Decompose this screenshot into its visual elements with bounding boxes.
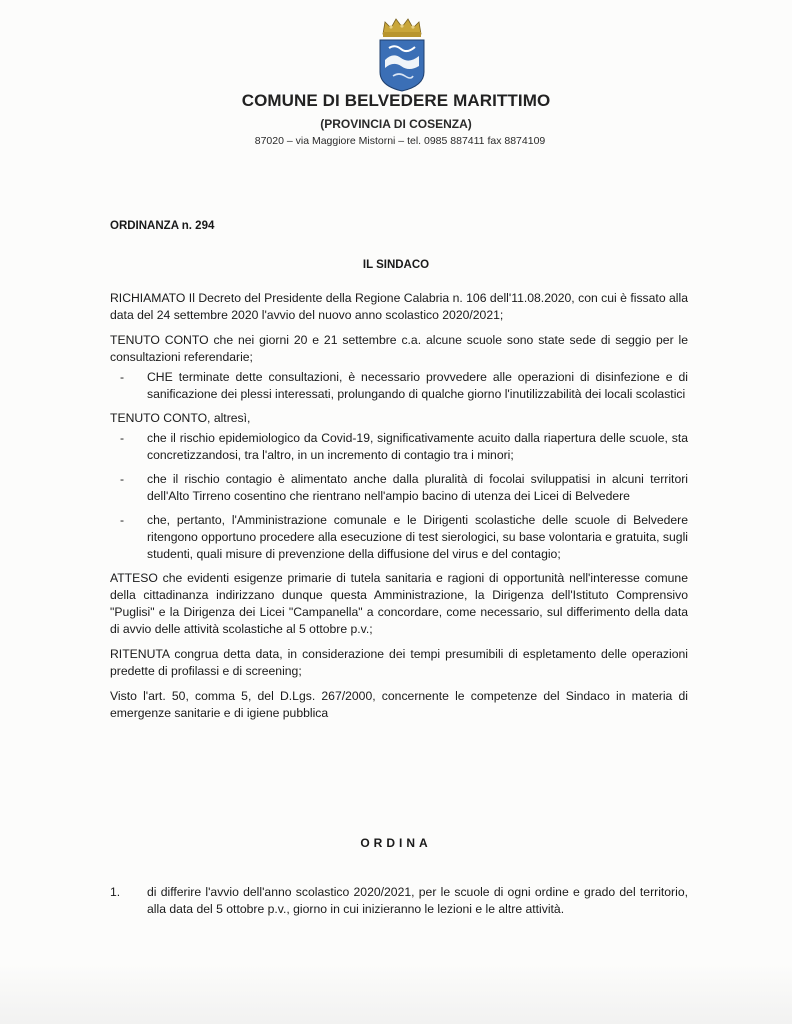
premise-paragraph: RICHIAMATO Il Decreto del Presidente della Regione Calabria n. 106 dell'11.08.2020, con cui è fissato alla data del 24 settembre 2020 l'avvio del nuovo anno scolastico 2020/2021; <box>110 291 688 322</box>
bullet-dash: - <box>119 370 125 384</box>
order-item-text: di differire l'avvio dell'anno scolastico 2020/2021, per le scuole di ogni ordine e grado del territorio, alla data del 5 ottobre p.v., giorno in cui inizieranno le lezioni e le altre attività. <box>147 885 688 916</box>
premise-bullet <box>110 430 688 464</box>
premise-paragraph: TENUTO CONTO che nei giorni 20 e 21 settembre c.a. alcune scuole sono state sede di seggio per le consultazioni referendarie; <box>110 333 688 364</box>
premise-bullet <box>110 369 688 403</box>
premise-paragraph: TENUTO CONTO, altresì, <box>110 411 251 425</box>
mayor-heading: IL SINDACO <box>362 259 430 271</box>
bullet-dash: - <box>119 513 125 527</box>
premises-section <box>110 290 688 730</box>
bullet-dash: - <box>119 472 125 486</box>
ordinance-number: ORDINANZA n. 294 <box>110 220 215 232</box>
municipality-address: 87020 – via Maggiore Mistorni – tel. 0985 887411 fax 8874109 <box>254 135 546 147</box>
bullet-text: che, pertanto, l'Amministrazione comunale e le Dirigenti scolastiche delle scuole di Belvedere ritengono opportuno procedere alla esecuzione di test sierologici, su base volontaria e gratuita, sugli studenti, quali misure di prevenzione della diffusione del virus e del contagio; <box>147 513 688 561</box>
order-heading: ORDINA <box>360 836 432 850</box>
order-item-number: 1. <box>110 885 121 899</box>
premise-paragraph: Visto l'art. 50, comma 5, del D.Lgs. 267/2000, concernente le competenze del Sindaco in materia di emergenze sanitarie e di igiene pubblica <box>110 689 688 720</box>
province-label: (PROVINCIA DI COSENZA) <box>320 117 472 131</box>
premise-bullet <box>110 471 688 505</box>
premise-paragraph: RITENUTA congrua detta data, in considerazione dei tempi presumibili di espletamento delle operazioni predette di profilassi e di screening; <box>110 647 688 678</box>
bullet-dash: - <box>119 431 125 445</box>
bullet-text: che il rischio contagio è alimentato anche dalla pluralità di focolai sviluppatisi in alcuni territori dell'Alto Tirreno cosentino che rientrano nell'ampio bacino di utenza dei Licei di Belvedere <box>147 472 688 503</box>
premise-bullet <box>110 512 688 563</box>
order-item <box>110 884 688 918</box>
bullet-text: che il rischio epidemiologico da Covid-19, significativamente acuito dalla riapertura delle scuole, sta concretizzandosi, tra l'altro, in un incremento di contagio tra i minori; <box>147 431 688 462</box>
bullet-text: CHE terminate dette consultazioni, è necessario provvedere alle operazioni di disinfezione e di sanificazione dei plessi interessati, prolungando di qualche giorno l'inutilizzabilità dei locali scolastici <box>147 370 688 401</box>
municipality-title: COMUNE DI BELVEDERE MARITTIMO <box>241 91 551 110</box>
premise-paragraph: ATTESO che evidenti esigenze primarie di tutela sanitaria e ragioni di opportunità nell'interesse comune della cittadinanza indirizzano dunque questa Amministrazione, la Dirigenza dell'Istituto Comprensivo "Puglisi" e la Dirigenza dei Licei "Campanella" a concordare, come necessario, sul differimento della data di avvio delle attività scolastiche al 5 ottobre p.v.; <box>110 571 688 636</box>
municipal-coat-of-arms-icon <box>375 14 429 92</box>
